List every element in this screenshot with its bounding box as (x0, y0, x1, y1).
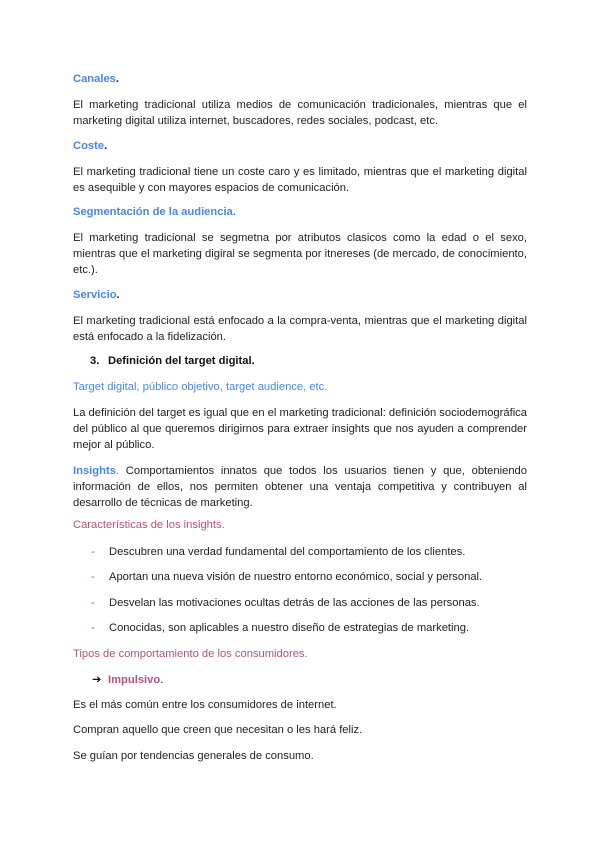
insights-term: Insights (73, 465, 116, 477)
behaviour-line: Compran aquello que creen que necesitan o les hará feliz. (73, 724, 363, 736)
paragraph-coste: El marketing tradicional tiene un coste caro y es limitado, mientras que el marketing digital es asequible y con mayores espacios de comunicación. (73, 166, 527, 195)
heading-segmentacion: Segmentación de la audiencia. (73, 206, 236, 218)
paragraph-target-definition: La definición del target es igual que en el marketing tradicional: definición sociodemográfica del público al que queremos dirigirnos para extraer insights que nos ayuden a comprender mejor al público. (73, 407, 527, 452)
heading-servicio: Servicio. (73, 289, 120, 301)
arrow-right-icon: ➔ (92, 674, 102, 686)
paragraph-canales: El marketing tradicional utiliza medios de comunicación tradicionales, mientras que el marketing digital utiliza internet, buscadores, redes sociales, podcast, etc. (73, 99, 527, 128)
section-number: 3. (90, 355, 100, 367)
behaviour-line: Se guían por tendencias generales de consumo. (73, 750, 314, 762)
list-item: - Descubren una verdad fundamental del comportamiento de los clientes. (91, 546, 466, 558)
list-item: - Aportan una nueva visión de nuestro entorno económico, social y personal. (91, 571, 483, 583)
characteristics-heading: Características de los insights. (73, 519, 225, 531)
section-3-title: 3. Definición del target digital. (90, 355, 255, 367)
paragraph-segmentacion: El marketing tradicional se segmetna por atributos clasicos como la edad o el sexo, mientras que el marketing digiral se segmenta por itnereses (de mercado, de conocimiento, etc.). (73, 232, 527, 277)
behaviour-heading: Tipos de comportamiento de los consumidores. (73, 648, 308, 660)
behaviour-line: Es el más común entre los consumidores de internet. (73, 699, 337, 711)
target-subtitle: Target digital, público objetivo, target audience, etc. (73, 381, 328, 393)
paragraph-insights: Insights. Comportamientos innatos que todos los usuarios tienen y que, obteniendo información de ellos, nos permiten obtener una ventaja competitiva y contribuyen al desarrollo de técnicas de marketing. (73, 465, 527, 510)
list-item: - Conocidas, son aplicables a nuestro diseño de estrategias de marketing. (91, 622, 470, 634)
heading-coste: Coste. (73, 140, 108, 152)
heading-canales: Canales. (73, 73, 120, 85)
list-item: - Desvelan las motivaciones ocultas detrás de las acciones de las personas. (91, 597, 480, 609)
paragraph-servicio: El marketing tradicional está enfocado a la compra-venta, mientras que el marketing digital está enfocado a la fidelización. (73, 315, 527, 344)
behaviour-type-impulsivo: ➔ Impulsivo. (92, 674, 164, 686)
